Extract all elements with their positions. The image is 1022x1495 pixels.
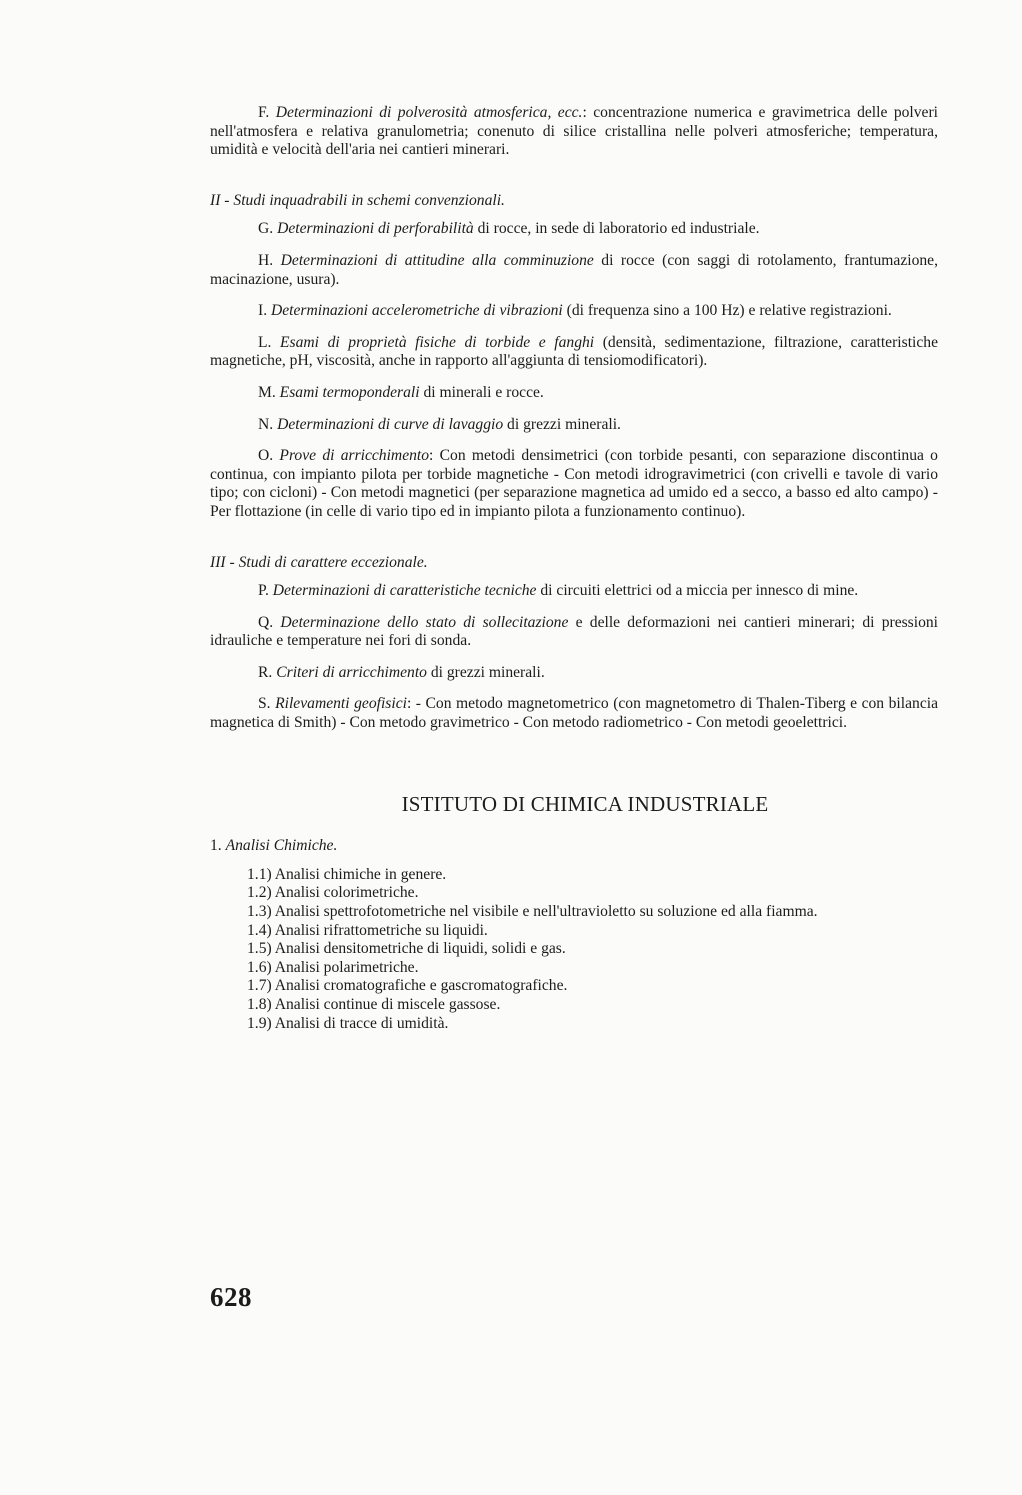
item-number: 1.9) — [247, 1014, 272, 1032]
entry-letter: R. — [258, 663, 273, 681]
item-text: Analisi densitometriche di liquidi, solidi e gas. — [274, 940, 566, 958]
item-number: 1.8) — [247, 996, 272, 1013]
entry-text: (di frequenza sino a 100 Hz) e relative registrazioni. — [562, 302, 892, 320]
entry-P — [210, 582, 938, 601]
item-text: Analisi spettrofotometriche nel visibile e nell'ultravioletto su soluzione ed alla fiamma. — [274, 903, 818, 921]
entry-letter: G. — [258, 220, 274, 238]
list-item — [210, 884, 938, 903]
analysis-title: Analisi Chimiche. — [225, 837, 338, 855]
entry-text: di circuiti elettrici od a miccia per innesco di mine. — [536, 582, 859, 600]
section-title: Studi di carattere eccezionale. — [238, 553, 428, 571]
entry-letter: H. — [258, 251, 274, 269]
entry-title: Determinazioni di attitudine alla comminuzione — [280, 251, 594, 269]
list-item — [210, 922, 938, 941]
entry-title: Determinazioni di perforabilità — [277, 220, 474, 238]
entry-H — [210, 252, 938, 289]
entry-letter: L. — [258, 333, 272, 351]
entry-title: Determinazioni accelerometriche di vibrazioni — [271, 302, 563, 320]
entry-title: Criteri di arricchimento — [276, 663, 427, 681]
analysis-heading — [210, 837, 938, 856]
item-text: Analisi chimiche in genere. — [274, 865, 447, 883]
entry-letter: F. — [258, 104, 270, 121]
list-item — [210, 940, 938, 959]
entry-O — [210, 447, 938, 521]
entry-letter: O. — [258, 447, 274, 465]
entry-title: Prove di arricchimento — [279, 447, 430, 465]
list-item — [210, 1015, 938, 1034]
list-item — [210, 977, 938, 996]
item-text: Analisi continue di miscele gassose. — [274, 996, 501, 1013]
item-text: Analisi colorimetriche. — [274, 884, 419, 902]
item-number: 1.4) — [247, 921, 272, 939]
entry-title: Determinazioni di polverosità atmosferica, ecc. — [275, 104, 583, 121]
item-text: Analisi polarimetriche. — [274, 958, 419, 976]
entry-text: : concentrazione numerica e gravimetrica delle polveri nell'atmosfera e relativa granulometria; conenuto di silice cristallina nelle polveri atmosferiche; temperatura, umidità e velocità dell'aria nei cantieri minerari. — [210, 104, 938, 159]
section-title: Studi inquadrabili in schemi convenzionali. — [233, 191, 505, 209]
entry-title: Esami di proprietà fisiche di torbide e fanghi — [280, 333, 595, 351]
institute-heading: ISTITUTO DI CHIMICA INDUSTRIALE — [401, 791, 769, 816]
item-text: Analisi di tracce di umidità. — [274, 1014, 449, 1032]
entry-letter: S. — [258, 695, 271, 713]
entry-N — [210, 416, 938, 435]
item-text: Analisi cromatografiche e gascromatografiche. — [274, 977, 568, 995]
item-number: 1.5) — [247, 940, 272, 958]
entry-text: e delle deformazioni nei cantieri minerari; di pressioni idrauliche e temperature nei fori di sonda. — [210, 613, 939, 650]
entry-text: : Con metodi densimetrici (con torbide pesanti, con separazione discontinua o continua, con impianto pilota per torbide magnetiche - Con metodi idrogravimetrici (con crivelli e tavole di vario tipo; con cicloni) - Con metodi magnetici (per separazione magnetica ad umido ed a secco, a basso ed alto campo) - Per flottazione (in celle di vario tipo ed in impianto pilota a funzionamento continuo). — [210, 447, 938, 520]
entry-letter: N. — [258, 415, 274, 433]
page-number: 628 — [210, 1282, 252, 1312]
item-number: 1.1) — [247, 865, 272, 883]
entry-title: Esami termoponderali — [279, 383, 420, 401]
entry-title: Rilevamenti geofisici — [275, 695, 407, 713]
entry-text: di rocce (con saggi di rotolamento, frantumazione, macinazione, usura). — [210, 251, 938, 288]
entry-text: di grezzi minerali. — [503, 415, 621, 433]
item-number: 1.7) — [247, 977, 272, 995]
entry-letter: P. — [258, 582, 269, 600]
item-number: 1.6) — [247, 958, 272, 976]
entry-title: Determinazioni di caratteristiche tecniche — [272, 582, 537, 600]
section-heading-ii: II - Studi inquadrabili in schemi convenzionali. — [210, 191, 505, 209]
page-content — [210, 104, 938, 1033]
section-numeral: III — [210, 553, 226, 571]
entry-text: di grezzi minerali. — [426, 663, 545, 681]
list-item — [210, 903, 938, 922]
entry-text: (densità, sedimentazione, filtrazione, caratteristiche magnetiche, pH, viscosità, anche in rapporto all'aggiunta di tensiomodificatori). — [210, 333, 938, 370]
entry-L — [210, 334, 938, 371]
entry-I — [210, 302, 938, 321]
section-heading-iii: III - Studi di carattere eccezionale. — [210, 553, 428, 571]
entry-title: Determinazioni di curve di lavaggio — [277, 415, 504, 433]
entry-text: : - Con metodo magnetometrico (con magnetometro di Thalen-Tiberg e con bilancia magnetica di Smith) - Con metodo gravimetrico - Con metodo radiometrico - Con metodi geoelettrici. — [210, 695, 938, 732]
list-item — [210, 866, 938, 885]
entry-letter: I. — [258, 302, 268, 320]
list-item — [210, 996, 938, 1015]
entry-text: di minerali e rocce. — [419, 383, 544, 401]
entry-S — [210, 695, 938, 732]
analysis-list — [210, 866, 938, 1033]
entry-Q — [210, 614, 938, 651]
entry-title: Determinazione dello stato di sollecitazione — [280, 613, 569, 631]
item-number: 1.2) — [247, 884, 272, 902]
entry-R — [210, 664, 938, 683]
entry-M — [210, 384, 938, 403]
entry-text: di rocce, in sede di laboratorio ed industriale. — [473, 220, 760, 238]
entry-letter: Q. — [258, 613, 274, 631]
item-text: Analisi rifrattometriche su liquidi. — [274, 921, 488, 939]
entry-letter: M. — [258, 383, 276, 401]
section-numeral: II — [210, 191, 221, 209]
list-item — [210, 959, 938, 978]
item-number: 1.3) — [247, 903, 272, 921]
entry-G — [210, 220, 938, 239]
entry-F — [210, 104, 938, 160]
analysis-number: 1. — [210, 837, 222, 855]
